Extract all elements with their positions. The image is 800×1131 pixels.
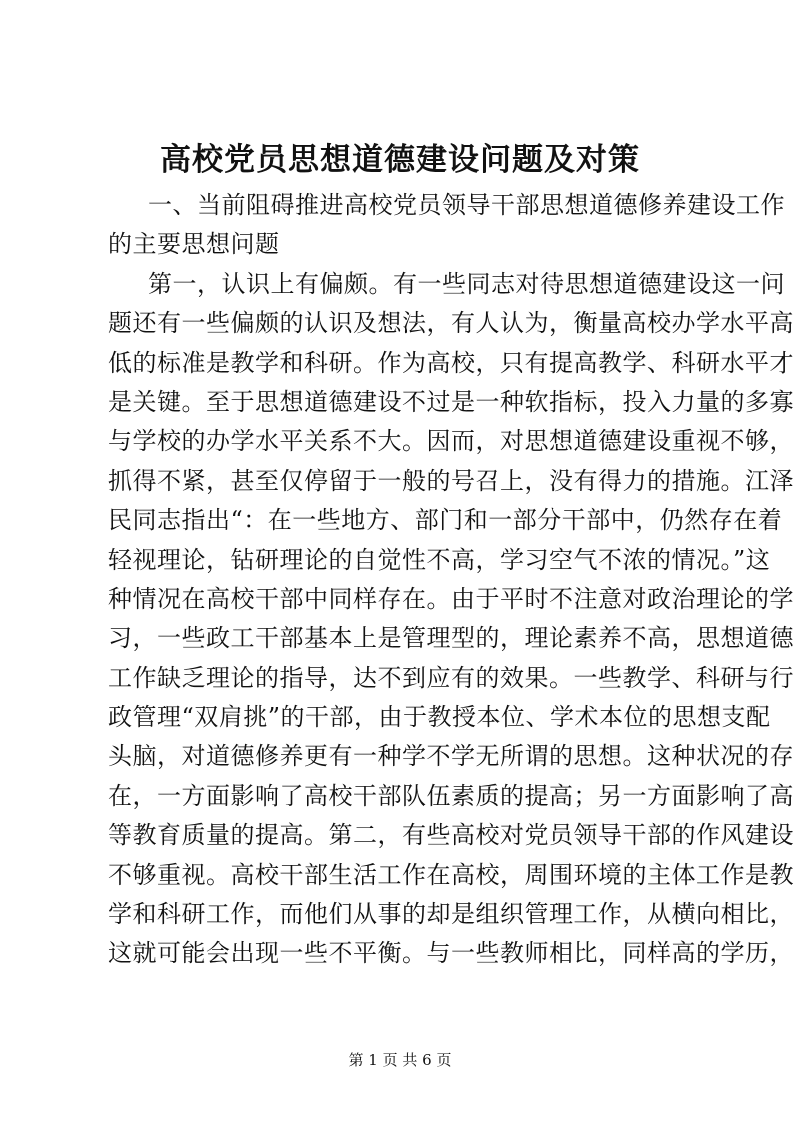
text-line: 不够重视。高校干部生活工作在高校，周围环境的主体工作是教 — [108, 860, 794, 889]
document-body — [108, 186, 794, 974]
text-line: 等教育质量的提高。第二，有些高校对党员领导干部的作风建设 — [108, 821, 794, 850]
text-line: 是关键。至于思想道德建设不过是一种软指标，投入力量的多寡 — [108, 387, 794, 416]
text-line: 在，一方面影响了高校干部队伍素质的提高；另一方面影响了高 — [108, 781, 794, 810]
text-line: 这就可能会出现一些不平衡。与一些教师相比，同样高的学历， — [108, 939, 794, 968]
text-line: 第一，认识上有偏颇。有一些同志对待思想道德建设这一问 — [148, 269, 785, 298]
page-footer: 第 1 页 共 6 页 — [348, 1051, 452, 1069]
text-line: 低的标准是教学和科研。作为高校，只有提高教学、科研水平才 — [108, 348, 794, 377]
text-line: 种情况在高校干部中同样存在。由于平时不注意对政治理论的学 — [108, 584, 794, 613]
text-line: 习，一些政工干部基本上是管理型的，理论素养不高，思想道德 — [108, 624, 794, 653]
text-line: 头脑，对道德修养更有一种学不学无所谓的思想。这种状况的存 — [108, 742, 794, 771]
text-line-heading-cont: 的主要思想问题 — [108, 230, 280, 259]
text-line: 工作缺乏理论的指导，达不到应有的效果。一些教学、科研与行 — [108, 663, 794, 692]
text-line: 民同志指出“：在一些地方、部门和一部分干部中，仍然存在着 — [108, 506, 783, 535]
document-title: 高校党员思想道德建设问题及对策 — [160, 142, 640, 178]
text-line: 轻视理论，钻研理论的自觉性不高，学习空气不浓的情况。”这 — [108, 545, 771, 574]
text-line: 与学校的办学水平关系不大。因而，对思想道德建设重视不够， — [108, 427, 794, 456]
text-line: 题还有一些偏颇的认识及想法，有人认为，衡量高校办学水平高 — [108, 309, 794, 338]
text-line-heading: 一、当前阻碍推进高校党员领导干部思想道德修养建设工作 — [148, 191, 785, 219]
text-line: 政管理“双肩挑”的干部，由于教授本位、学术本位的思想支配 — [108, 703, 771, 732]
text-line: 抓得不紧，甚至仅停留于一般的号召上，没有得力的措施。江泽 — [108, 466, 794, 495]
text-line: 学和科研工作，而他们从事的却是组织管理工作，从横向相比， — [108, 900, 794, 929]
